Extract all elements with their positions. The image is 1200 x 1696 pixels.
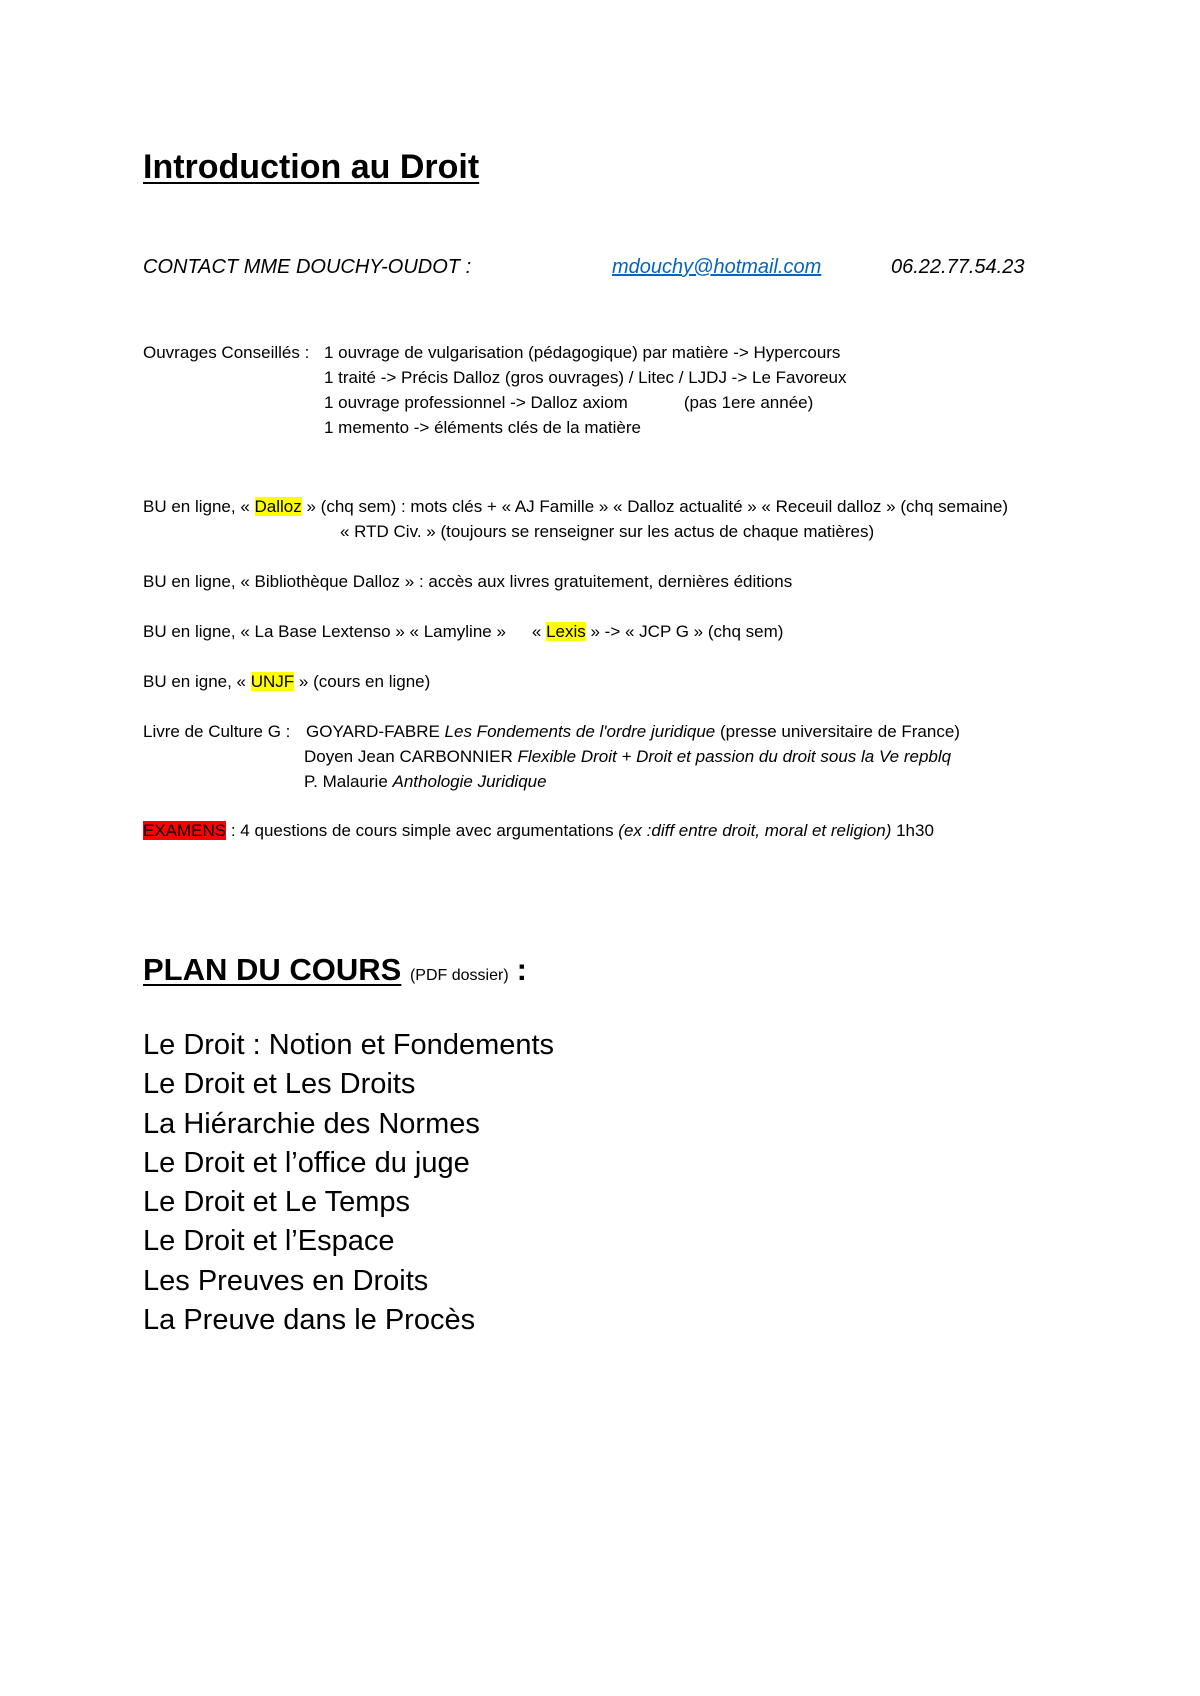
ouvrage-item: 1 memento -> éléments clés de la matière	[324, 418, 642, 437]
bu-lextenso-prefix: BU en ligne, « La Base Lextenso » « Lamyline »	[143, 622, 506, 641]
plan-item: La Hiérarchie des Normes	[143, 1107, 480, 1140]
ouvrages-list	[324, 340, 846, 440]
bu-lextenso-suffix: » -> « JCP G » (chq sem)	[585, 622, 784, 641]
bu-lextenso-line	[143, 619, 783, 644]
ouvrage-item: 1 traité -> Précis Dalloz (gros ouvrages) / Litec / LJDJ -> Le Favoreux	[324, 368, 847, 387]
culture-author: GOYARD-FABRE	[306, 722, 445, 741]
plan-title: PLAN DU COURS	[143, 952, 402, 987]
bu-lextenso-open: «	[531, 622, 547, 641]
examens-highlight: EXAMENS	[143, 821, 227, 840]
culture-list	[304, 719, 960, 794]
culture-author: P. Malaurie	[304, 772, 393, 791]
examens-text: : 4 questions de cours simple avec argumentations	[226, 821, 619, 840]
plan-colon: :	[516, 952, 527, 987]
plan-list	[143, 1026, 554, 1340]
bu-unjf-prefix: BU en igne, «	[143, 672, 251, 691]
ouvrage-item-note: (pas 1ere année)	[683, 393, 814, 412]
plan-item: Le Droit et Le Temps	[143, 1186, 411, 1219]
culture-book-title: Les Fondements de l'ordre juridique	[444, 722, 716, 741]
bu-biblio-line: BU en ligne, « Bibliothèque Dalloz » : accès aux livres gratuitement, dernières éditions	[143, 572, 793, 591]
plan-item: Le Droit et l’office du juge	[143, 1146, 470, 1179]
culture-book-title: Anthologie Juridique	[392, 772, 547, 791]
ouvrage-item: 1 ouvrage de vulgarisation (pédagogique) par matière -> Hypercours	[324, 343, 841, 362]
plan-item: Les Preuves en Droits	[143, 1264, 429, 1297]
contact-email-link[interactable]: mdouchy@hotmail.com	[612, 256, 822, 278]
culture-author: Doyen Jean CARBONNIER	[304, 747, 518, 766]
document-title: Introduction au Droit	[143, 148, 480, 186]
culture-item	[304, 744, 960, 769]
bu-lextenso-highlight: Lexis	[546, 622, 586, 641]
bu-unjf-highlight: UNJF	[250, 672, 295, 691]
culture-book-title: Flexible Droit + Droit et passion du droit sous la Ve repblq	[517, 747, 952, 766]
ouvrage-item	[324, 390, 846, 415]
culture-label: Livre de Culture G :	[143, 722, 291, 741]
plan-item: Le Droit : Notion et Fondements	[143, 1029, 555, 1061]
bu-dalloz-suffix: » (chq sem) : mots clés + « AJ Famille » « Dalloz actualité » « Receuil dalloz » (chq semaine)	[301, 497, 1009, 516]
plan-subtitle: (PDF dossier)	[409, 967, 509, 984]
bu-dalloz-highlight: Dalloz	[254, 497, 302, 516]
examens-example: (ex :diff entre droit, moral et religion)	[618, 821, 892, 840]
contact-phone: 06.22.77.54.23	[891, 256, 1025, 278]
plan-item: Le Droit et l’Espace	[143, 1225, 395, 1258]
plan-heading	[143, 952, 527, 988]
plan-item: Le Droit et Les Droits	[143, 1068, 416, 1101]
examens-line	[143, 818, 934, 843]
ouvrages-label: Ouvrages Conseillés :	[143, 343, 310, 362]
plan-item: La Preuve dans le Procès	[143, 1304, 476, 1337]
ouvrage-item-text: 1 ouvrage professionnel -> Dalloz axiom	[324, 393, 628, 412]
bu-unjf-suffix: » (cours en ligne)	[294, 672, 431, 691]
contact-label: CONTACT MME DOUCHY-OUDOT :	[143, 256, 472, 278]
culture-item	[306, 719, 960, 744]
culture-publisher: (presse universitaire de France)	[715, 722, 960, 741]
bu-dalloz-prefix: BU en ligne, «	[143, 497, 255, 516]
examens-duration: 1h30	[891, 821, 934, 840]
bu-dalloz-line	[143, 494, 1008, 519]
bu-dalloz-line-2: « RTD Civ. » (toujours se renseigner sur les actus de chaque matières)	[340, 522, 875, 541]
culture-item	[304, 769, 960, 794]
bu-unjf-line	[143, 669, 430, 694]
